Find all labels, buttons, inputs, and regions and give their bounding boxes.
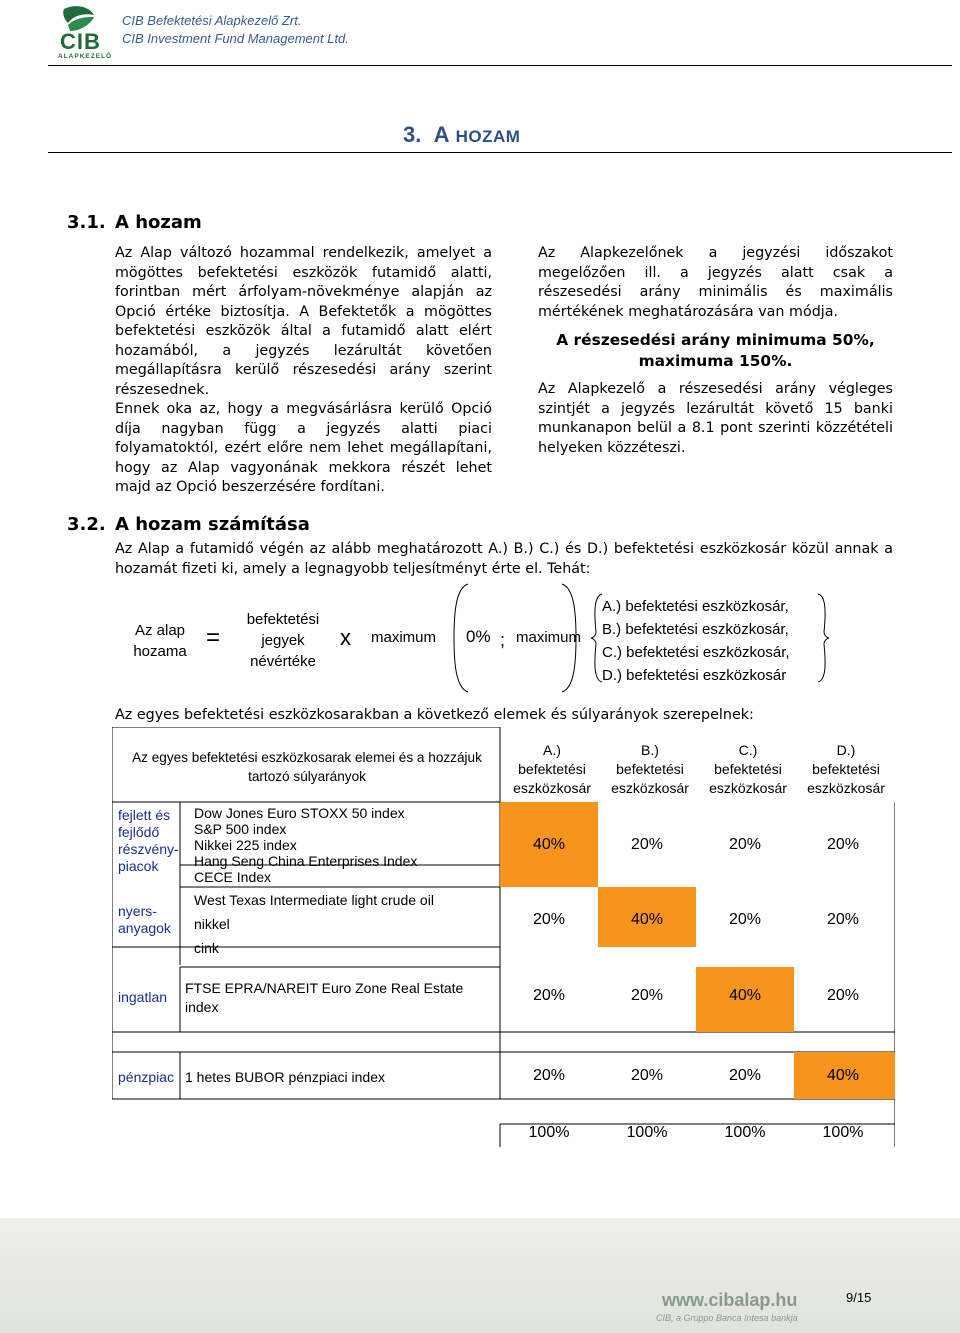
index-item: index — [185, 999, 219, 1015]
basket-weights-table — [112, 727, 895, 1147]
formula-times: x — [340, 625, 351, 650]
category-developed-emerging-equities — [118, 807, 179, 875]
cib-logo — [50, 5, 112, 61]
weight-cell: 20% — [630, 1067, 664, 1084]
formula-lhs-line: Az alap — [134, 622, 186, 639]
section-3-1-right-column — [538, 244, 893, 458]
weight-cell: 20% — [826, 911, 860, 928]
category-line: nyers- — [118, 903, 157, 919]
category-real-estate — [118, 989, 167, 1006]
column-header-a — [507, 741, 597, 798]
category-line: pénzpiac — [118, 1069, 175, 1085]
category-line: ingatlan — [118, 989, 168, 1005]
real-estate-index — [185, 979, 463, 1017]
column-header-line: eszközkosár — [611, 780, 689, 796]
column-header-d — [801, 741, 891, 798]
category-money-market — [118, 1069, 174, 1086]
section-3-2-intro: Az Alap a futamidő végén az alább meghatározott A.) B.) C.) és D.) befektetési eszközkosár közül annak a hozamát fizeti ki, amely a legnagyobb teljesítményt érte el. Tehát: — [115, 541, 893, 577]
weight-cell: 20% — [630, 836, 664, 853]
column-header-line: C.) — [738, 742, 758, 758]
column-header-line: A.) — [543, 742, 561, 758]
footer-band — [0, 1218, 960, 1333]
weight-cell: 20% — [826, 836, 860, 853]
weight-cell: 40% — [630, 911, 664, 928]
elements-intro: Az egyes befektetési eszközkosarakban a következő elemek és súlyarányok szerepelnek: — [115, 707, 754, 723]
category-commodities — [118, 903, 171, 937]
formula-mid-line: névértéke — [250, 653, 316, 670]
column-header-line: befektetési — [518, 761, 586, 777]
category-line: piacok — [118, 858, 159, 874]
column-header-line: eszközkosár — [709, 780, 787, 796]
section-number: 3.2. — [67, 514, 106, 535]
section-title: A hozam — [115, 212, 202, 233]
weight-cell: 40% — [728, 987, 762, 1004]
total-cell: 100% — [822, 1124, 864, 1141]
paragraph: Az Alap változó hozammal rendelkezik, amelyet a mögöttes befektetési eszközök futamidő alatti, forintban mért árfolyam-növekménye alapján az Opció értéke biztosítja. A Befektetők a mögöttes befektetési eszközök által a futamidő alatt elért hozamából, a jegyzés lezárultát követően megállapításra kerülő részesedési arány szerint részesednek. — [115, 245, 492, 398]
header-divider — [48, 65, 952, 66]
equity-index-list — [194, 805, 417, 885]
section-number: 3.1. — [67, 212, 106, 233]
basket-item: B.) befektetési eszközkosár, — [602, 621, 789, 638]
weight-cell: 20% — [826, 987, 860, 1004]
total-cell: 100% — [528, 1124, 570, 1141]
company-name-hu: CIB Befektetési Alapkezelő Zrt. — [122, 13, 302, 28]
category-line: fejlett és — [118, 807, 171, 823]
formula-lhs — [118, 620, 202, 662]
formula-zero: 0% — [466, 627, 491, 646]
weight-cell: 20% — [728, 911, 762, 928]
commodity-index-list — [194, 888, 434, 960]
formula-basket-list — [602, 595, 790, 687]
chapter-divider — [48, 152, 952, 153]
logo-subtext: ALAPKEZELŐ — [58, 53, 113, 60]
weight-cell: 20% — [532, 911, 566, 928]
column-header-line: befektetési — [616, 761, 684, 777]
index-item: nikkel — [194, 916, 230, 932]
category-line: részvény- — [118, 841, 179, 857]
chapter-title-first: A — [433, 122, 450, 147]
weight-cell: 20% — [532, 987, 566, 1004]
index-item: cink — [194, 940, 219, 956]
formula-maximum-inner: maximum — [516, 629, 582, 646]
formula-maximum-outer: maximum — [371, 629, 437, 646]
footer-website-link[interactable]: www.cibalap.hu — [662, 1290, 798, 1310]
basket-item: A.) befektetési eszközkosár, — [602, 598, 789, 615]
formula-equals: = — [206, 624, 221, 651]
column-header-line: befektetési — [812, 761, 880, 777]
logo-text: CIB — [60, 29, 101, 54]
weight-cell: 20% — [630, 987, 664, 1004]
weight-cell: 20% — [728, 1067, 762, 1084]
formula-semicolon: ; — [500, 630, 506, 650]
weight-cell: 20% — [728, 836, 762, 853]
column-header-line: D.) — [836, 742, 856, 758]
weight-cell: 40% — [532, 836, 566, 853]
column-header-b — [605, 741, 695, 798]
index-item: Hang Seng China Enterprises Index — [194, 853, 418, 869]
index-item: 1 hetes BUBOR pénzpiaci index — [185, 1069, 385, 1085]
chapter-title-rest: HOZAM — [455, 127, 521, 146]
column-header-line: B.) — [641, 742, 659, 758]
index-item: S&P 500 index — [194, 821, 287, 837]
index-item: CECE Index — [194, 869, 272, 885]
chapter-number: 3. — [403, 122, 422, 147]
index-item: FTSE EPRA/NAREIT Euro Zone Real Estate — [185, 980, 464, 996]
weight-cell: 20% — [532, 1067, 566, 1084]
weight-cell: 40% — [826, 1067, 860, 1084]
formula-mid-line: jegyek — [261, 632, 305, 649]
column-header-line: befektetési — [714, 761, 782, 777]
total-cell: 100% — [626, 1124, 668, 1141]
chapter-title — [403, 122, 520, 148]
paragraph: Ennek oka az, hogy a megvásárlásra kerülő Opció díja nagyban függ a jegyzés alatti piaci folyamatoktól, ezért előre nem lehet megállapítani, hogy az Alap vagyonának mekkora részét lehet majd az Opció beszerzésére fordítani. — [115, 401, 492, 495]
section-title: A hozam számítása — [115, 514, 310, 535]
formula-face-value — [238, 609, 328, 672]
section-heading-3-1 — [67, 212, 202, 233]
money-market-index — [185, 1069, 385, 1086]
paragraph: Az Alapkezelőnek a jegyzési időszakot megelőzően ill. a jegyzés alatt csak a részesedési arány minimális és maximális mértékének meghatározására van módja. — [538, 245, 893, 320]
category-line: anyagok — [118, 920, 171, 936]
paragraph: Az Alapkezelő a részesedési arány végleges szintjét a jegyzés lezárultát követő 15 banki munkanapon belül a 8.1 pont szerinti közzétételi helyeken közzéteszi. — [538, 381, 893, 456]
column-header-line: eszközkosár — [807, 780, 885, 796]
category-line: fejlődő — [118, 824, 160, 840]
column-header-c — [703, 741, 793, 798]
index-item: Nikkei 225 index — [194, 837, 297, 853]
basket-item: C.) befektetési eszközkosár, — [602, 644, 790, 661]
index-item: West Texas Intermediate light crude oil — [194, 892, 434, 908]
column-header-line: eszközkosár — [513, 780, 591, 796]
total-cell: 100% — [724, 1124, 766, 1141]
formula-lhs-line: hozama — [133, 643, 187, 660]
company-name-en: CIB Investment Fund Management Ltd. — [122, 31, 349, 46]
section-heading-3-2 — [67, 514, 310, 535]
formula-mid-line: befektetési — [246, 611, 320, 628]
section-3-1-left-column — [115, 244, 492, 498]
page-number: 9/15 — [846, 1290, 872, 1305]
footer-tagline: CIB, a Gruppo Banca Intesa bankja — [656, 1313, 798, 1323]
index-item: Dow Jones Euro STOXX 50 index — [194, 805, 405, 821]
table-header-description: Az egyes befektetési eszközkosarak elemei és a hozzájuk tartozó súlyarányok — [132, 750, 482, 784]
basket-item: D.) befektetési eszközkosár — [602, 667, 787, 684]
participation-rate-range: A részesedési arány minimuma 50%, maximuma 150%. — [556, 331, 875, 370]
